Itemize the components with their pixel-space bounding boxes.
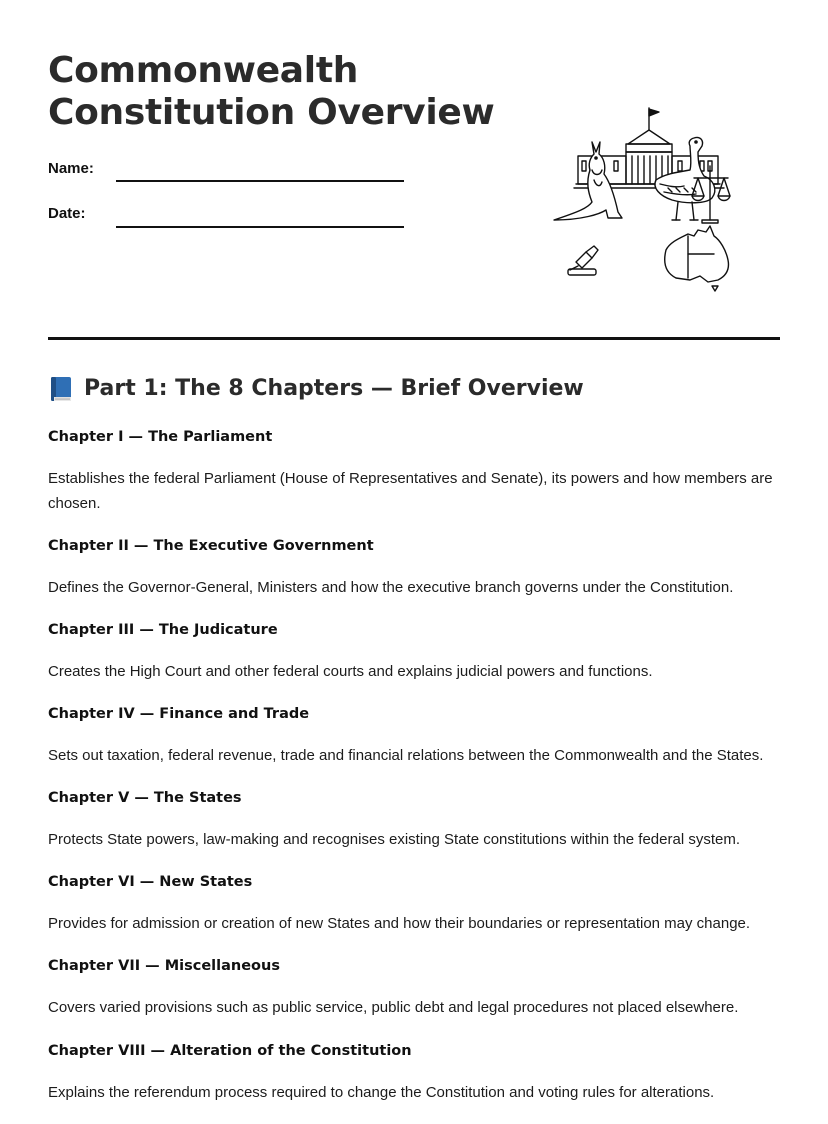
date-label: Date: [48,205,86,222]
chapter-item [48,1040,788,1124]
chapter-description: Protects State powers, law-making and recognises existing State constitutions within the federal system. [48,831,740,849]
chapter-title: Chapter I — The Parliament [48,429,273,445]
chapter-title: Chapter II — The Executive Government [48,537,374,554]
chapter-description: Defines the Governor-General, Ministers and how the executive branch governs under the Constitution. [48,578,734,596]
chapter-description: Explains the referendum process required to change the Constitution and voting rules for alterations. [48,1083,715,1101]
chapter-item [48,787,788,871]
chapter-item [48,871,788,955]
chapter-title: Chapter III — The Judicature [48,621,278,638]
emu-icon [655,137,715,220]
gavel-icon [568,246,598,275]
chapter-item [48,535,788,619]
chapter-item [48,426,788,535]
chapter-list [48,426,788,1124]
chapter-title: Chapter V — The States [48,790,242,807]
page-title-line-1: Commonwealth [48,50,359,91]
kangaroo-icon [554,142,622,220]
flag-icon [649,108,659,130]
name-label: Name: [48,160,94,177]
chapter-title: Chapter VII — Miscellaneous [48,958,280,975]
chapter-item [48,619,788,703]
australia-map-icon [665,226,729,291]
part-1-heading [48,372,584,406]
chapter-title: Chapter VIII — Alteration of the Constitution [48,1042,412,1059]
section-divider [48,337,780,340]
name-field-line[interactable] [116,180,404,182]
part-1-heading-text: Part 1: The 8 Chapters — Brief Overview [84,376,584,401]
chapter-description: Covers varied provisions such as public service, public debt and legal procedures not placed elsewhere. [48,999,739,1017]
chapter-item [48,703,788,787]
chapter-description: Sets out taxation, federal revenue, trade and financial relations between the Commonwealth and the States. [48,746,764,764]
page-title-line-2: Constitution Overview [48,92,495,133]
chapter-description: Creates the High Court and other federal courts and explains judicial powers and functions. [48,662,653,680]
chapter-item [48,955,788,1039]
chapter-title: Chapter IV — Finance and Trade [48,705,310,722]
chapter-title: Chapter VI — New States [48,874,253,891]
parliament-kangaroo-emu-scales-gavel-australia-illustration [548,104,738,296]
page-title [48,50,494,134]
book-icon [48,375,74,403]
date-field-line[interactable] [116,226,404,228]
chapter-description: Establishes the federal Parliament (House of Representatives and Senate), its powers and how members are chosen. [48,470,773,512]
chapter-description: Provides for admission or creation of new States and how their boundaries or representation may change. [48,915,751,933]
